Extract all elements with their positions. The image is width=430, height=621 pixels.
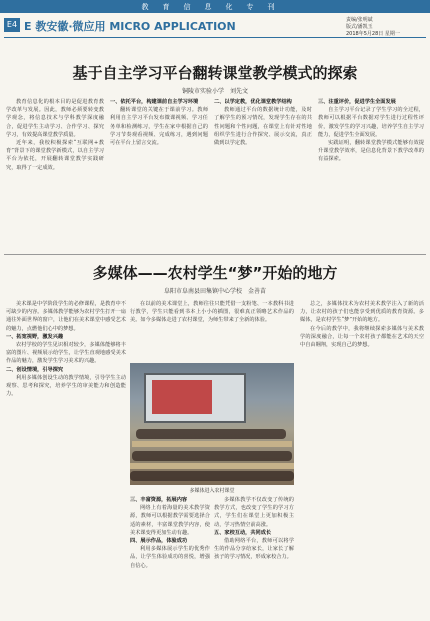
paragraph: 总之，多媒体技术为农村美术教学注入了新的活力，让农村的孩子们也能享受到优质的教育资源。多媒体，是农村学生“梦”开始的地方。 [300, 301, 424, 324]
date-line: 2018年5月28日 星期一 [346, 31, 400, 37]
paragraph: 自主学习平台记录了学生学习的全过程，教师可以根据平台数据对学生进行过程性评价，激发学生的学习兴趣，培养学生自主学习能力，促进学生全面发展。 [318, 107, 424, 138]
article2-column-1 [6, 300, 126, 618]
paper-info [346, 17, 424, 38]
article1-column-2 [110, 98, 208, 248]
article2-byline: 阜阳市阜南县田集镇中心学校 金善苗 [163, 288, 266, 295]
section-title: E 教安徽·微应用 MICRO APPLICATION [24, 20, 236, 33]
students-row [130, 471, 294, 481]
students-row [136, 429, 286, 439]
article1-byline: 铜陵市实验小学 刘先文 [181, 88, 248, 95]
subheading: 一、依托平台，构建课前自主学习环境 [110, 99, 199, 105]
paragraph: 翻转课堂的关键在于课前学习。教师利用自主学习平台发布微课视频、学习任务单和检测练习，学生在家中根据自己的学习节奏观看视频、完成练习，遇到问题可在平台上留言交流。 [110, 107, 208, 147]
article1-column-4 [318, 98, 424, 248]
paragraph: 实践证明，翻转课堂教学模式能够有效提升课堂教学效率，是信息化背景下教学改革的有益探索。 [318, 140, 424, 163]
students-row [132, 451, 292, 461]
banner-title: 教育信息化专刊 [141, 3, 289, 11]
subheading: 五、家校互动，共同成长 [214, 529, 272, 536]
article1-column-3 [214, 98, 312, 248]
layout-line: 版式/潘凯玉 [346, 24, 373, 30]
paragraph: 在今后的教学中，我将继续探索多媒体与美术教学的深度融合，让每一个农村孩子都能在艺术的天空中自由翱翔，实现自己的梦想。 [300, 325, 424, 349]
paragraph: 多媒体教学不仅改变了传统的教学方式，也改变了学生的学习方式，学生们在课堂上更加积极主动，学习热情空前高涨。 [214, 497, 294, 528]
subheading: 一、拓宽视野，激发兴趣 [6, 333, 64, 340]
classroom-photo [130, 363, 294, 485]
paragraph: 在以前的美术课堂上，教师往往只能凭借一支粉笔、一本教科书进行教学，学生只能看到书本上小小的插图，很难真正领略艺术作品的美。如今多媒体走进了农村课堂，为师生带来了全新的体验。 [130, 301, 294, 324]
blackboard [144, 373, 246, 423]
subheading: 二、以学定教，优化课堂教学结构 [214, 99, 292, 105]
photo-caption: 多媒体进入农村课堂 [189, 488, 235, 494]
paragraph: 教师通过平台的数据统计功能，及时了解学生的预习情况，发现学生存在的共性问题和个性问题，在课堂上有针对性地组织学生进行合作探究、展示交流，真正做到以学定教。 [214, 107, 312, 147]
paragraph: 近年来，我校积极探索“互联网+教育”背景下的课堂教学新模式，以自主学习平台为依托，开展翻转课堂教学实践研究，取得了一定成效。 [6, 140, 104, 171]
divider [4, 37, 426, 38]
editor-line: 责编/张明斌 [346, 17, 373, 23]
paragraph: 农村学校的学生见识相对较少，多媒体能够将丰富的图片、视频展示给学生，让学生直观地感受美术作品的魅力，激发学生学习美术的兴趣。 [6, 342, 126, 365]
paragraph: 教育信息化的根本目的是促进教育教学改革与发展。因此，教师必须要转变教学观念，将信息技术与学科教学深度融合，促进学生主动学习、合作学习、探究学习，有效提高课堂教学质量。 [6, 99, 104, 138]
article2-headline: 多媒体——农村学生“梦”开始的地方 [92, 264, 338, 282]
article2-column-2-bottom [130, 496, 210, 618]
article2-column-3 [214, 496, 294, 618]
projector-screen [152, 380, 212, 414]
article1-column-1 [6, 98, 104, 248]
top-banner [0, 0, 430, 13]
subheading: 二、创设情境，引导探究 [6, 366, 64, 373]
paragraph: 借助网络平台，教师可以将学生的作品分享给家长，让家长了解孩子的学习情况，形成家校合力。 [214, 538, 294, 561]
desk-row [132, 441, 292, 447]
article-divider [4, 254, 426, 255]
article2-column-2-top [130, 300, 294, 360]
paragraph: 利用多媒体展示学生的优秀作品，让学生体验成功的喜悦，增强自信心。 [130, 546, 210, 569]
article2-column-4 [300, 300, 424, 618]
desk-row [130, 463, 294, 469]
article1-headline: 基于自主学习平台翻转课堂教学模式的探索 [72, 64, 358, 82]
paragraph: 网络上有着海量的美术教学资源，教师可以根据教学需要选择合适的素材，丰富课堂教学内容，使美术课变得更加生动有趣。 [130, 505, 210, 536]
subheading: 三、丰富资源，拓展内容 [130, 497, 188, 503]
section-header [0, 15, 430, 37]
paragraph: 美术课是中学阶段学生的必修课程，是教育中不可缺少的内容。多媒体教学能够为农村学生打开一扇通往外面世界的窗户，让他们在美术课堂中感受艺术的魅力，点燃他们心中的梦想。 [6, 301, 126, 332]
subheading: 四、展示作品，体验成功 [130, 538, 188, 545]
section-tag: E4 [4, 18, 20, 32]
subheading: 三、注重评价，促进学生全面发展 [318, 99, 396, 105]
paragraph: 利用多媒体创设生动的教学情境，引导学生主动观察、思考和探究，培养学生的审美能力和创造能力。 [6, 374, 126, 398]
